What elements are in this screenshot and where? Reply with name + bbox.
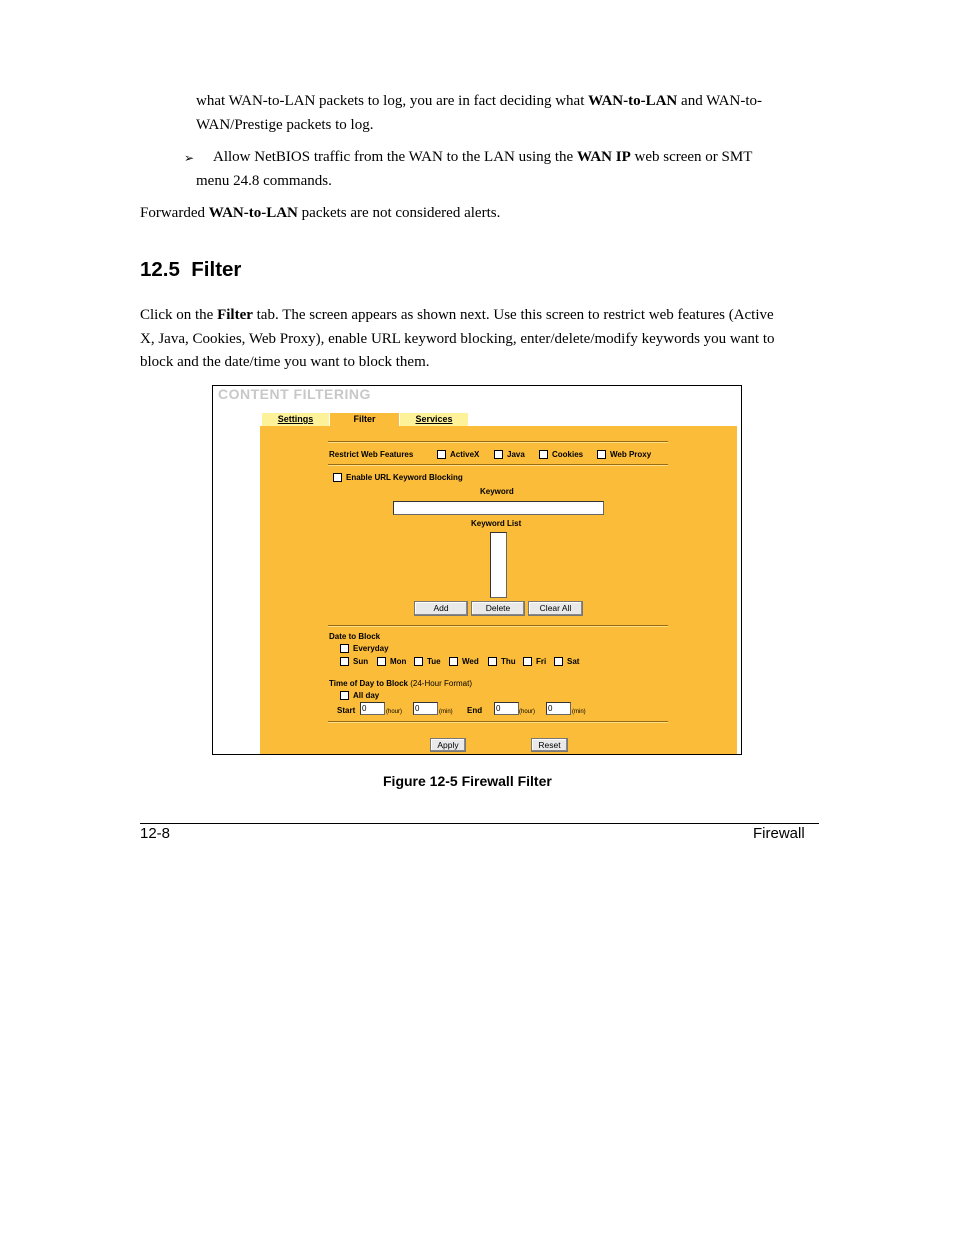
everyday-label: Everyday [353,644,389,653]
content-filtering-screenshot [212,385,742,755]
start-min-input[interactable]: 0 [413,702,438,715]
date-to-block-label: Date to Block [329,632,381,641]
mon-label: Mon [390,657,407,666]
keyword-list-label: Keyword List [471,519,522,528]
java-label: Java [507,450,525,459]
web-proxy-checkbox[interactable] [597,450,606,459]
divider [328,721,668,723]
web-proxy-label: Web Proxy [610,450,652,459]
everyday-checkbox[interactable] [340,644,349,653]
enable-url-blocking-checkbox[interactable] [333,473,342,482]
sat-label: Sat [567,657,580,666]
keyword-input[interactable] [393,501,604,515]
sun-label: Sun [353,657,369,666]
paragraph-intro: Click on the Filter tab. The screen appears as shown next. Use this screen to restrict web features (Active X, Java, Cookies, Web Proxy), enable URL keyword blocking, enter/delete/modify keywords you want to block and the date/time you want to block them. [140,307,775,370]
paragraph-forwarded: Forwarded WAN-to-LAN packets are not considered alerts. [140,205,501,221]
reset-button[interactable]: Reset [531,738,568,752]
chapter-name: Firewall [753,825,805,842]
tab-filter[interactable]: Filter [330,413,399,426]
wed-checkbox[interactable] [449,657,458,666]
restrict-web-features-label: Restrict Web Features [329,450,414,459]
section-heading: 12.5 Filter [140,258,242,281]
sat-checkbox[interactable] [554,657,563,666]
thu-checkbox[interactable] [488,657,497,666]
end-label: End [467,706,483,715]
wed-label: Wed [462,657,479,666]
divider [328,441,668,443]
page-number: 12-8 [140,825,171,842]
thu-label: Thu [501,657,516,666]
add-button[interactable]: Add [414,601,468,616]
tab-services[interactable]: Services [400,413,468,426]
all-day-checkbox[interactable] [340,691,349,700]
activex-label: ActiveX [450,450,480,459]
start-label: Start [337,706,356,715]
bullet-arrow-icon: ➢ [184,151,195,165]
cookies-checkbox[interactable] [539,450,548,459]
figure-caption: Figure 12-5 Firewall Filter [383,773,552,789]
apply-button[interactable]: Apply [430,738,466,752]
enable-url-blocking-label: Enable URL Keyword Blocking [346,473,463,482]
paragraph-log: what WAN-to-LAN packets to log, you are in fact deciding what WAN-to-LAN and WAN-to- WAN/Prestige packets to log. [196,93,762,133]
divider [328,625,668,627]
keyword-listbox[interactable] [490,532,507,598]
bullet-netbios: Allow NetBIOS traffic from the WAN to the LAN using the WAN IP web screen or SMT menu 24.8 commands. [196,149,753,189]
end-min-input[interactable]: 0 [546,702,571,715]
keyword-label: Keyword [480,487,514,496]
java-checkbox[interactable] [494,450,503,459]
cookies-label: Cookies [552,450,584,459]
fri-checkbox[interactable] [523,657,532,666]
time-of-day-label: Time of Day to Block (24-Hour Format) [329,679,473,688]
end-hour-unit: (hour) [519,709,536,715]
fri-label: Fri [536,657,547,666]
start-hour-unit: (hour) [386,709,403,715]
footer-rule [140,823,819,824]
tue-checkbox[interactable] [414,657,423,666]
end-hour-input[interactable]: 0 [494,702,519,715]
screen-title: CONTENT FILTERING [218,386,371,402]
activex-checkbox[interactable] [437,450,446,459]
sun-checkbox[interactable] [340,657,349,666]
tue-label: Tue [427,657,441,666]
divider [328,464,668,466]
clear-all-button[interactable]: Clear All [528,601,583,616]
all-day-label: All day [353,691,380,700]
start-hour-input[interactable]: 0 [360,702,385,715]
mon-checkbox[interactable] [377,657,386,666]
start-min-unit: (min) [439,709,453,715]
tab-settings[interactable]: Settings [262,413,329,426]
delete-button[interactable]: Delete [471,601,525,616]
end-min-unit: (min) [572,709,586,715]
